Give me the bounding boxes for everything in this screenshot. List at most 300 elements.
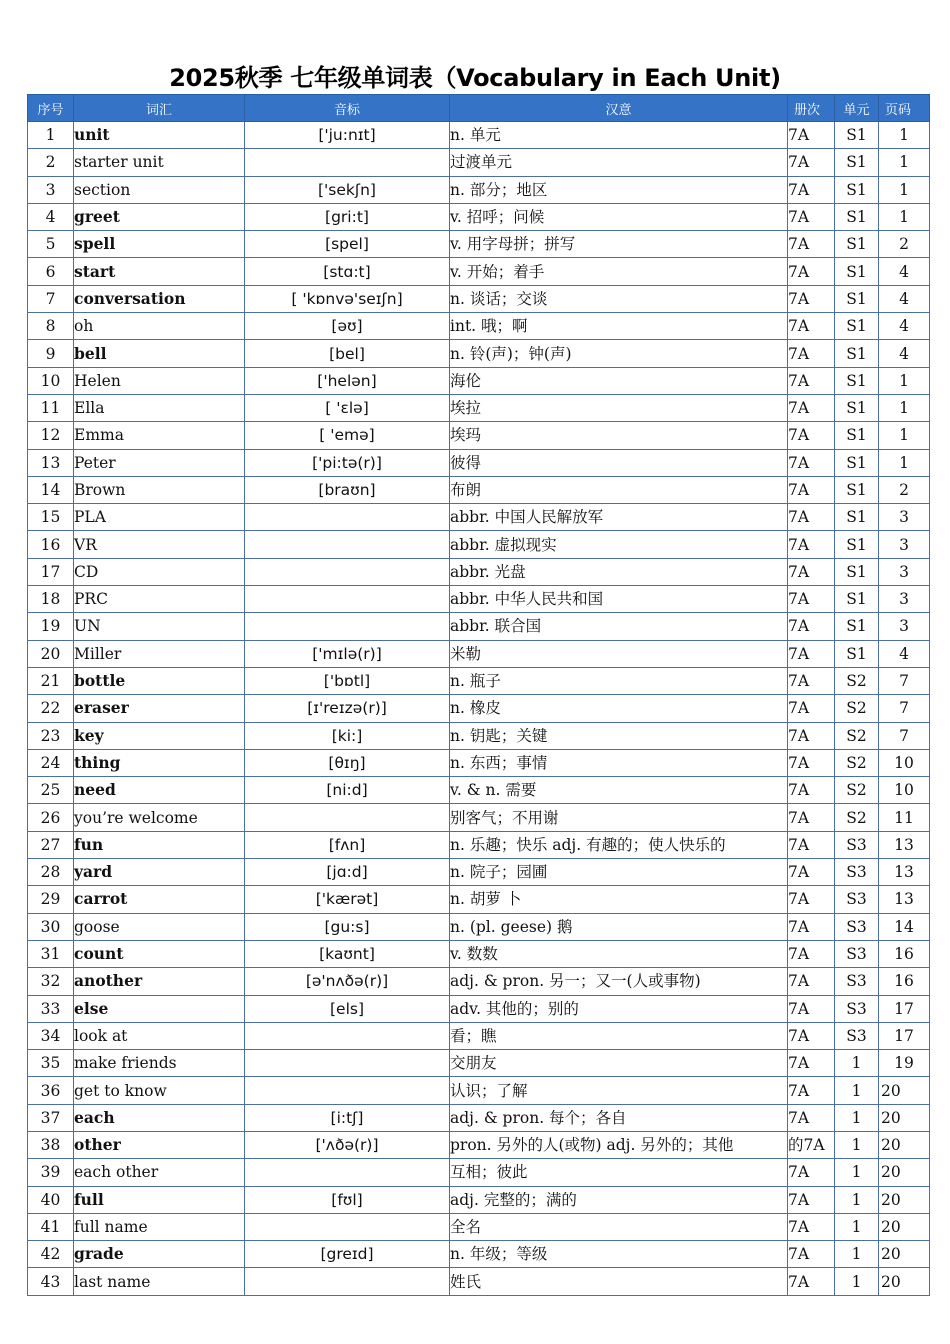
cell-book: 7A bbox=[788, 886, 835, 913]
cell-page: 17 bbox=[879, 995, 930, 1022]
cell-phonetic bbox=[245, 1022, 450, 1049]
cell-unit: S3 bbox=[835, 968, 879, 995]
cell-unit: S1 bbox=[835, 613, 879, 640]
cell-book: 7A bbox=[788, 1104, 835, 1131]
table-row bbox=[28, 667, 930, 694]
cell-phonetic: [bel] bbox=[245, 340, 450, 367]
cell-page: 3 bbox=[879, 613, 930, 640]
cell-word: Helen bbox=[74, 367, 245, 394]
table-row bbox=[28, 886, 930, 913]
cell-word: UN bbox=[74, 613, 245, 640]
cell-word: get to know bbox=[74, 1077, 245, 1104]
cell-no: 39 bbox=[28, 1159, 74, 1186]
cell-book: 7A bbox=[788, 613, 835, 640]
header-no: 序号 bbox=[28, 95, 74, 122]
cell-no: 9 bbox=[28, 340, 74, 367]
cell-unit: 1 bbox=[835, 1050, 879, 1077]
cell-word: other bbox=[74, 1131, 245, 1158]
cell-word: spell bbox=[74, 231, 245, 258]
cell-word: Brown bbox=[74, 476, 245, 503]
cell-no: 21 bbox=[28, 667, 74, 694]
table-row bbox=[28, 1241, 930, 1268]
cell-word: fun bbox=[74, 831, 245, 858]
cell-phonetic: [əʊ] bbox=[245, 313, 450, 340]
cell-book: 7A bbox=[788, 940, 835, 967]
cell-unit: 1 bbox=[835, 1241, 879, 1268]
cell-phonetic: ['kærət] bbox=[245, 886, 450, 913]
cell-meaning: 埃玛 bbox=[450, 422, 788, 449]
cell-phonetic: [ 'kɒnvə'seɪʃn] bbox=[245, 285, 450, 312]
cell-phonetic: [ 'emə] bbox=[245, 422, 450, 449]
cell-page: 7 bbox=[879, 667, 930, 694]
table-row bbox=[28, 1186, 930, 1213]
cell-book: 7A bbox=[788, 1268, 835, 1295]
table-row bbox=[28, 231, 930, 258]
cell-phonetic: [jɑ:d] bbox=[245, 859, 450, 886]
cell-meaning: pron. 另外的人(或物) adj. 另外的；其他 bbox=[450, 1131, 788, 1158]
table-row bbox=[28, 285, 930, 312]
cell-meaning: n. 院子；园圃 bbox=[450, 859, 788, 886]
cell-word: grade bbox=[74, 1241, 245, 1268]
cell-book: 7A bbox=[788, 258, 835, 285]
cell-page: 1 bbox=[879, 176, 930, 203]
cell-meaning: int. 哦；啊 bbox=[450, 313, 788, 340]
cell-no: 25 bbox=[28, 777, 74, 804]
cell-book: 7A bbox=[788, 722, 835, 749]
cell-no: 32 bbox=[28, 968, 74, 995]
cell-book: 7A bbox=[788, 203, 835, 230]
cell-phonetic bbox=[245, 504, 450, 531]
cell-no: 40 bbox=[28, 1186, 74, 1213]
cell-unit: 1 bbox=[835, 1186, 879, 1213]
cell-word: thing bbox=[74, 749, 245, 776]
cell-meaning: 埃拉 bbox=[450, 394, 788, 421]
cell-unit: S2 bbox=[835, 749, 879, 776]
cell-unit: S1 bbox=[835, 285, 879, 312]
cell-no: 15 bbox=[28, 504, 74, 531]
cell-unit: S1 bbox=[835, 203, 879, 230]
cell-no: 14 bbox=[28, 476, 74, 503]
cell-phonetic bbox=[245, 804, 450, 831]
cell-no: 17 bbox=[28, 558, 74, 585]
cell-book: 7A bbox=[788, 995, 835, 1022]
cell-book: 7A bbox=[788, 777, 835, 804]
cell-phonetic bbox=[245, 531, 450, 558]
cell-page: 17 bbox=[879, 1022, 930, 1049]
cell-unit: S1 bbox=[835, 149, 879, 176]
cell-book: 7A bbox=[788, 968, 835, 995]
cell-meaning: adv. 其他的；别的 bbox=[450, 995, 788, 1022]
table-row bbox=[28, 1131, 930, 1158]
cell-word: goose bbox=[74, 913, 245, 940]
cell-phonetic: ['ju:nɪt] bbox=[245, 122, 450, 149]
cell-word: bell bbox=[74, 340, 245, 367]
cell-unit: S1 bbox=[835, 476, 879, 503]
table-row bbox=[28, 913, 930, 940]
cell-page: 4 bbox=[879, 640, 930, 667]
cell-no: 3 bbox=[28, 176, 74, 203]
cell-no: 23 bbox=[28, 722, 74, 749]
cell-book: 7A bbox=[788, 586, 835, 613]
cell-book: 7A bbox=[788, 1050, 835, 1077]
table-row bbox=[28, 586, 930, 613]
cell-meaning: n. 胡萝 卜 bbox=[450, 886, 788, 913]
cell-phonetic: [els] bbox=[245, 995, 450, 1022]
cell-unit: S1 bbox=[835, 504, 879, 531]
cell-word: bottle bbox=[74, 667, 245, 694]
cell-word: Peter bbox=[74, 449, 245, 476]
cell-phonetic: [i:tʃ] bbox=[245, 1104, 450, 1131]
cell-book: 7A bbox=[788, 913, 835, 940]
cell-book: 7A bbox=[788, 831, 835, 858]
cell-unit: S1 bbox=[835, 586, 879, 613]
table-row bbox=[28, 940, 930, 967]
cell-unit: 1 bbox=[835, 1159, 879, 1186]
cell-page: 7 bbox=[879, 695, 930, 722]
cell-book: 7A bbox=[788, 504, 835, 531]
cell-no: 10 bbox=[28, 367, 74, 394]
table-row bbox=[28, 859, 930, 886]
table-row bbox=[28, 340, 930, 367]
cell-word: yard bbox=[74, 859, 245, 886]
cell-word: each other bbox=[74, 1159, 245, 1186]
cell-phonetic: [greɪd] bbox=[245, 1241, 450, 1268]
cell-page: 10 bbox=[879, 777, 930, 804]
cell-no: 16 bbox=[28, 531, 74, 558]
cell-phonetic: [fʌn] bbox=[245, 831, 450, 858]
cell-meaning: 过渡单元 bbox=[450, 149, 788, 176]
header-meaning: 汉意 bbox=[450, 95, 788, 122]
cell-page: 3 bbox=[879, 531, 930, 558]
cell-no: 1 bbox=[28, 122, 74, 149]
cell-page: 1 bbox=[879, 394, 930, 421]
cell-book: 7A bbox=[788, 367, 835, 394]
cell-unit: S1 bbox=[835, 258, 879, 285]
table-row bbox=[28, 804, 930, 831]
cell-word: last name bbox=[74, 1268, 245, 1295]
cell-book: 7A bbox=[788, 476, 835, 503]
cell-no: 18 bbox=[28, 586, 74, 613]
cell-meaning: v. & n. 需要 bbox=[450, 777, 788, 804]
cell-phonetic bbox=[245, 1213, 450, 1240]
cell-book: 7A bbox=[788, 1077, 835, 1104]
cell-unit: S1 bbox=[835, 176, 879, 203]
cell-book: 7A bbox=[788, 176, 835, 203]
cell-no: 13 bbox=[28, 449, 74, 476]
cell-phonetic bbox=[245, 1268, 450, 1295]
cell-phonetic bbox=[245, 149, 450, 176]
cell-page: 19 bbox=[879, 1050, 930, 1077]
cell-no: 36 bbox=[28, 1077, 74, 1104]
cell-unit: S1 bbox=[835, 394, 879, 421]
cell-meaning: n. 谈话；交谈 bbox=[450, 285, 788, 312]
cell-meaning: n. (pl. geese) 鹅 bbox=[450, 913, 788, 940]
cell-phonetic: ['sekʃn] bbox=[245, 176, 450, 203]
cell-unit: S1 bbox=[835, 313, 879, 340]
cell-meaning: n. 东西；事情 bbox=[450, 749, 788, 776]
cell-phonetic: ['pi:tə(r)] bbox=[245, 449, 450, 476]
cell-page: 20 bbox=[879, 1077, 930, 1104]
table-row bbox=[28, 476, 930, 503]
cell-meaning: abbr. 中华人民共和国 bbox=[450, 586, 788, 613]
cell-unit: S1 bbox=[835, 367, 879, 394]
cell-meaning: abbr. 虚拟现实 bbox=[450, 531, 788, 558]
cell-book: 7A bbox=[788, 149, 835, 176]
cell-word: make friends bbox=[74, 1050, 245, 1077]
cell-no: 11 bbox=[28, 394, 74, 421]
table-row bbox=[28, 504, 930, 531]
cell-phonetic: [stɑ:t] bbox=[245, 258, 450, 285]
cell-word: starter unit bbox=[74, 149, 245, 176]
table-row bbox=[28, 749, 930, 776]
cell-book: 7A bbox=[788, 1186, 835, 1213]
cell-no: 7 bbox=[28, 285, 74, 312]
cell-page: 10 bbox=[879, 749, 930, 776]
cell-page: 20 bbox=[879, 1159, 930, 1186]
cell-no: 31 bbox=[28, 940, 74, 967]
cell-unit: S3 bbox=[835, 995, 879, 1022]
cell-page: 7 bbox=[879, 722, 930, 749]
table-row bbox=[28, 1159, 930, 1186]
cell-word: Miller bbox=[74, 640, 245, 667]
cell-phonetic: [ə'nʌðə(r)] bbox=[245, 968, 450, 995]
cell-page: 1 bbox=[879, 422, 930, 449]
cell-no: 4 bbox=[28, 203, 74, 230]
cell-book: 7A bbox=[788, 231, 835, 258]
cell-no: 26 bbox=[28, 804, 74, 831]
cell-meaning: 彼得 bbox=[450, 449, 788, 476]
cell-page: 20 bbox=[879, 1213, 930, 1240]
cell-book: 7A bbox=[788, 1213, 835, 1240]
cell-meaning: n. 单元 bbox=[450, 122, 788, 149]
cell-unit: S3 bbox=[835, 831, 879, 858]
cell-unit: S1 bbox=[835, 340, 879, 367]
cell-unit: S1 bbox=[835, 449, 879, 476]
cell-word: look at bbox=[74, 1022, 245, 1049]
cell-no: 20 bbox=[28, 640, 74, 667]
cell-meaning: 别客气；不用谢 bbox=[450, 804, 788, 831]
table-row bbox=[28, 613, 930, 640]
cell-word: carrot bbox=[74, 886, 245, 913]
cell-word: Ella bbox=[74, 394, 245, 421]
cell-meaning: 交朋友 bbox=[450, 1050, 788, 1077]
cell-phonetic: [gri:t] bbox=[245, 203, 450, 230]
cell-word: conversation bbox=[74, 285, 245, 312]
cell-book: 7A bbox=[788, 1022, 835, 1049]
cell-word: unit bbox=[74, 122, 245, 149]
table-row bbox=[28, 122, 930, 149]
cell-no: 30 bbox=[28, 913, 74, 940]
cell-phonetic: [kaʊnt] bbox=[245, 940, 450, 967]
cell-page: 14 bbox=[879, 913, 930, 940]
cell-unit: S2 bbox=[835, 667, 879, 694]
cell-book: 7A bbox=[788, 313, 835, 340]
cell-unit: 1 bbox=[835, 1268, 879, 1295]
table-row bbox=[28, 1050, 930, 1077]
cell-no: 2 bbox=[28, 149, 74, 176]
cell-word: need bbox=[74, 777, 245, 804]
cell-meaning: n. 铃(声)；钟(声) bbox=[450, 340, 788, 367]
cell-phonetic bbox=[245, 558, 450, 585]
cell-book: 的7A bbox=[788, 1131, 835, 1158]
cell-word: CD bbox=[74, 558, 245, 585]
cell-phonetic: [ 'ɛlə] bbox=[245, 394, 450, 421]
cell-word: each bbox=[74, 1104, 245, 1131]
cell-no: 42 bbox=[28, 1241, 74, 1268]
cell-book: 7A bbox=[788, 640, 835, 667]
cell-unit: S1 bbox=[835, 558, 879, 585]
cell-phonetic bbox=[245, 1159, 450, 1186]
cell-phonetic: ['helən] bbox=[245, 367, 450, 394]
cell-phonetic: [ki:] bbox=[245, 722, 450, 749]
cell-word: VR bbox=[74, 531, 245, 558]
cell-meaning: 米勒 bbox=[450, 640, 788, 667]
cell-book: 7A bbox=[788, 394, 835, 421]
cell-meaning: n. 乐趣；快乐 adj. 有趣的；使人快乐的 bbox=[450, 831, 788, 858]
cell-unit: S3 bbox=[835, 913, 879, 940]
cell-unit: S2 bbox=[835, 722, 879, 749]
table-row bbox=[28, 640, 930, 667]
cell-unit: S3 bbox=[835, 940, 879, 967]
cell-page: 2 bbox=[879, 231, 930, 258]
table-row bbox=[28, 394, 930, 421]
cell-unit: S1 bbox=[835, 640, 879, 667]
cell-meaning: 互相；彼此 bbox=[450, 1159, 788, 1186]
cell-meaning: abbr. 联合国 bbox=[450, 613, 788, 640]
cell-unit: S2 bbox=[835, 777, 879, 804]
table-row bbox=[28, 1077, 930, 1104]
table-row bbox=[28, 558, 930, 585]
cell-page: 13 bbox=[879, 831, 930, 858]
table-row bbox=[28, 422, 930, 449]
cell-phonetic: [gu:s] bbox=[245, 913, 450, 940]
cell-word: Emma bbox=[74, 422, 245, 449]
cell-meaning: n. 钥匙；关键 bbox=[450, 722, 788, 749]
table-row bbox=[28, 831, 930, 858]
vocabulary-table bbox=[27, 94, 930, 1296]
cell-book: 7A bbox=[788, 749, 835, 776]
cell-meaning: n. 瓶子 bbox=[450, 667, 788, 694]
cell-no: 37 bbox=[28, 1104, 74, 1131]
cell-unit: S3 bbox=[835, 859, 879, 886]
cell-unit: S1 bbox=[835, 531, 879, 558]
cell-unit: 1 bbox=[835, 1213, 879, 1240]
cell-page: 20 bbox=[879, 1104, 930, 1131]
cell-phonetic bbox=[245, 1050, 450, 1077]
cell-page: 4 bbox=[879, 258, 930, 285]
cell-no: 29 bbox=[28, 886, 74, 913]
table-row bbox=[28, 777, 930, 804]
cell-phonetic bbox=[245, 1077, 450, 1104]
table-row bbox=[28, 449, 930, 476]
cell-no: 34 bbox=[28, 1022, 74, 1049]
cell-phonetic bbox=[245, 613, 450, 640]
cell-page: 11 bbox=[879, 804, 930, 831]
cell-page: 13 bbox=[879, 859, 930, 886]
table-row bbox=[28, 1022, 930, 1049]
cell-page: 13 bbox=[879, 886, 930, 913]
cell-no: 41 bbox=[28, 1213, 74, 1240]
cell-book: 7A bbox=[788, 449, 835, 476]
cell-word: you’re welcome bbox=[74, 804, 245, 831]
cell-no: 33 bbox=[28, 995, 74, 1022]
table-row bbox=[28, 995, 930, 1022]
cell-page: 1 bbox=[879, 203, 930, 230]
cell-meaning: n. 部分；地区 bbox=[450, 176, 788, 203]
cell-page: 20 bbox=[879, 1268, 930, 1295]
cell-word: full name bbox=[74, 1213, 245, 1240]
cell-no: 28 bbox=[28, 859, 74, 886]
cell-no: 22 bbox=[28, 695, 74, 722]
cell-word: another bbox=[74, 968, 245, 995]
cell-word: start bbox=[74, 258, 245, 285]
cell-word: eraser bbox=[74, 695, 245, 722]
cell-unit: S2 bbox=[835, 695, 879, 722]
cell-meaning: v. 数数 bbox=[450, 940, 788, 967]
cell-unit: S3 bbox=[835, 1022, 879, 1049]
cell-book: 7A bbox=[788, 1159, 835, 1186]
cell-unit: S2 bbox=[835, 804, 879, 831]
cell-meaning: v. 开始；着手 bbox=[450, 258, 788, 285]
cell-page: 3 bbox=[879, 504, 930, 531]
cell-phonetic: [ɪ'reɪzə(r)] bbox=[245, 695, 450, 722]
cell-meaning: adj. 完整的；满的 bbox=[450, 1186, 788, 1213]
table-row bbox=[28, 203, 930, 230]
cell-unit: 1 bbox=[835, 1131, 879, 1158]
cell-page: 4 bbox=[879, 340, 930, 367]
table-row bbox=[28, 258, 930, 285]
cell-meaning: 布朗 bbox=[450, 476, 788, 503]
cell-page: 16 bbox=[879, 940, 930, 967]
cell-meaning: v. 用字母拼；拼写 bbox=[450, 231, 788, 258]
table-header-row bbox=[28, 95, 930, 122]
cell-book: 7A bbox=[788, 558, 835, 585]
cell-word: full bbox=[74, 1186, 245, 1213]
cell-page: 3 bbox=[879, 558, 930, 585]
table-row bbox=[28, 176, 930, 203]
cell-word: oh bbox=[74, 313, 245, 340]
table-row bbox=[28, 531, 930, 558]
cell-phonetic: ['ʌðə(r)] bbox=[245, 1131, 450, 1158]
cell-meaning: adj. & pron. 每个；各自 bbox=[450, 1104, 788, 1131]
cell-meaning: adj. & pron. 另一；又一(人或事物) bbox=[450, 968, 788, 995]
cell-unit: S1 bbox=[835, 231, 879, 258]
cell-meaning: 认识；了解 bbox=[450, 1077, 788, 1104]
cell-page: 1 bbox=[879, 149, 930, 176]
cell-phonetic: [braʊn] bbox=[245, 476, 450, 503]
table-row bbox=[28, 1268, 930, 1295]
cell-no: 5 bbox=[28, 231, 74, 258]
table-row bbox=[28, 149, 930, 176]
page-title: 2025秋季 七年级单词表（Vocabulary in Each Unit) bbox=[169, 64, 781, 92]
cell-phonetic: [spel] bbox=[245, 231, 450, 258]
header-phonetic: 音标 bbox=[245, 95, 450, 122]
cell-page: 1 bbox=[879, 367, 930, 394]
header-word: 词汇 bbox=[74, 95, 245, 122]
cell-book: 7A bbox=[788, 531, 835, 558]
cell-book: 7A bbox=[788, 1241, 835, 1268]
cell-word: PRC bbox=[74, 586, 245, 613]
cell-meaning: n. 橡皮 bbox=[450, 695, 788, 722]
cell-phonetic: ['bɒtl] bbox=[245, 667, 450, 694]
table-row bbox=[28, 1213, 930, 1240]
cell-page: 20 bbox=[879, 1241, 930, 1268]
cell-book: 7A bbox=[788, 667, 835, 694]
cell-meaning: n. 年级；等级 bbox=[450, 1241, 788, 1268]
cell-phonetic bbox=[245, 586, 450, 613]
cell-phonetic: [fʊl] bbox=[245, 1186, 450, 1213]
cell-word: greet bbox=[74, 203, 245, 230]
